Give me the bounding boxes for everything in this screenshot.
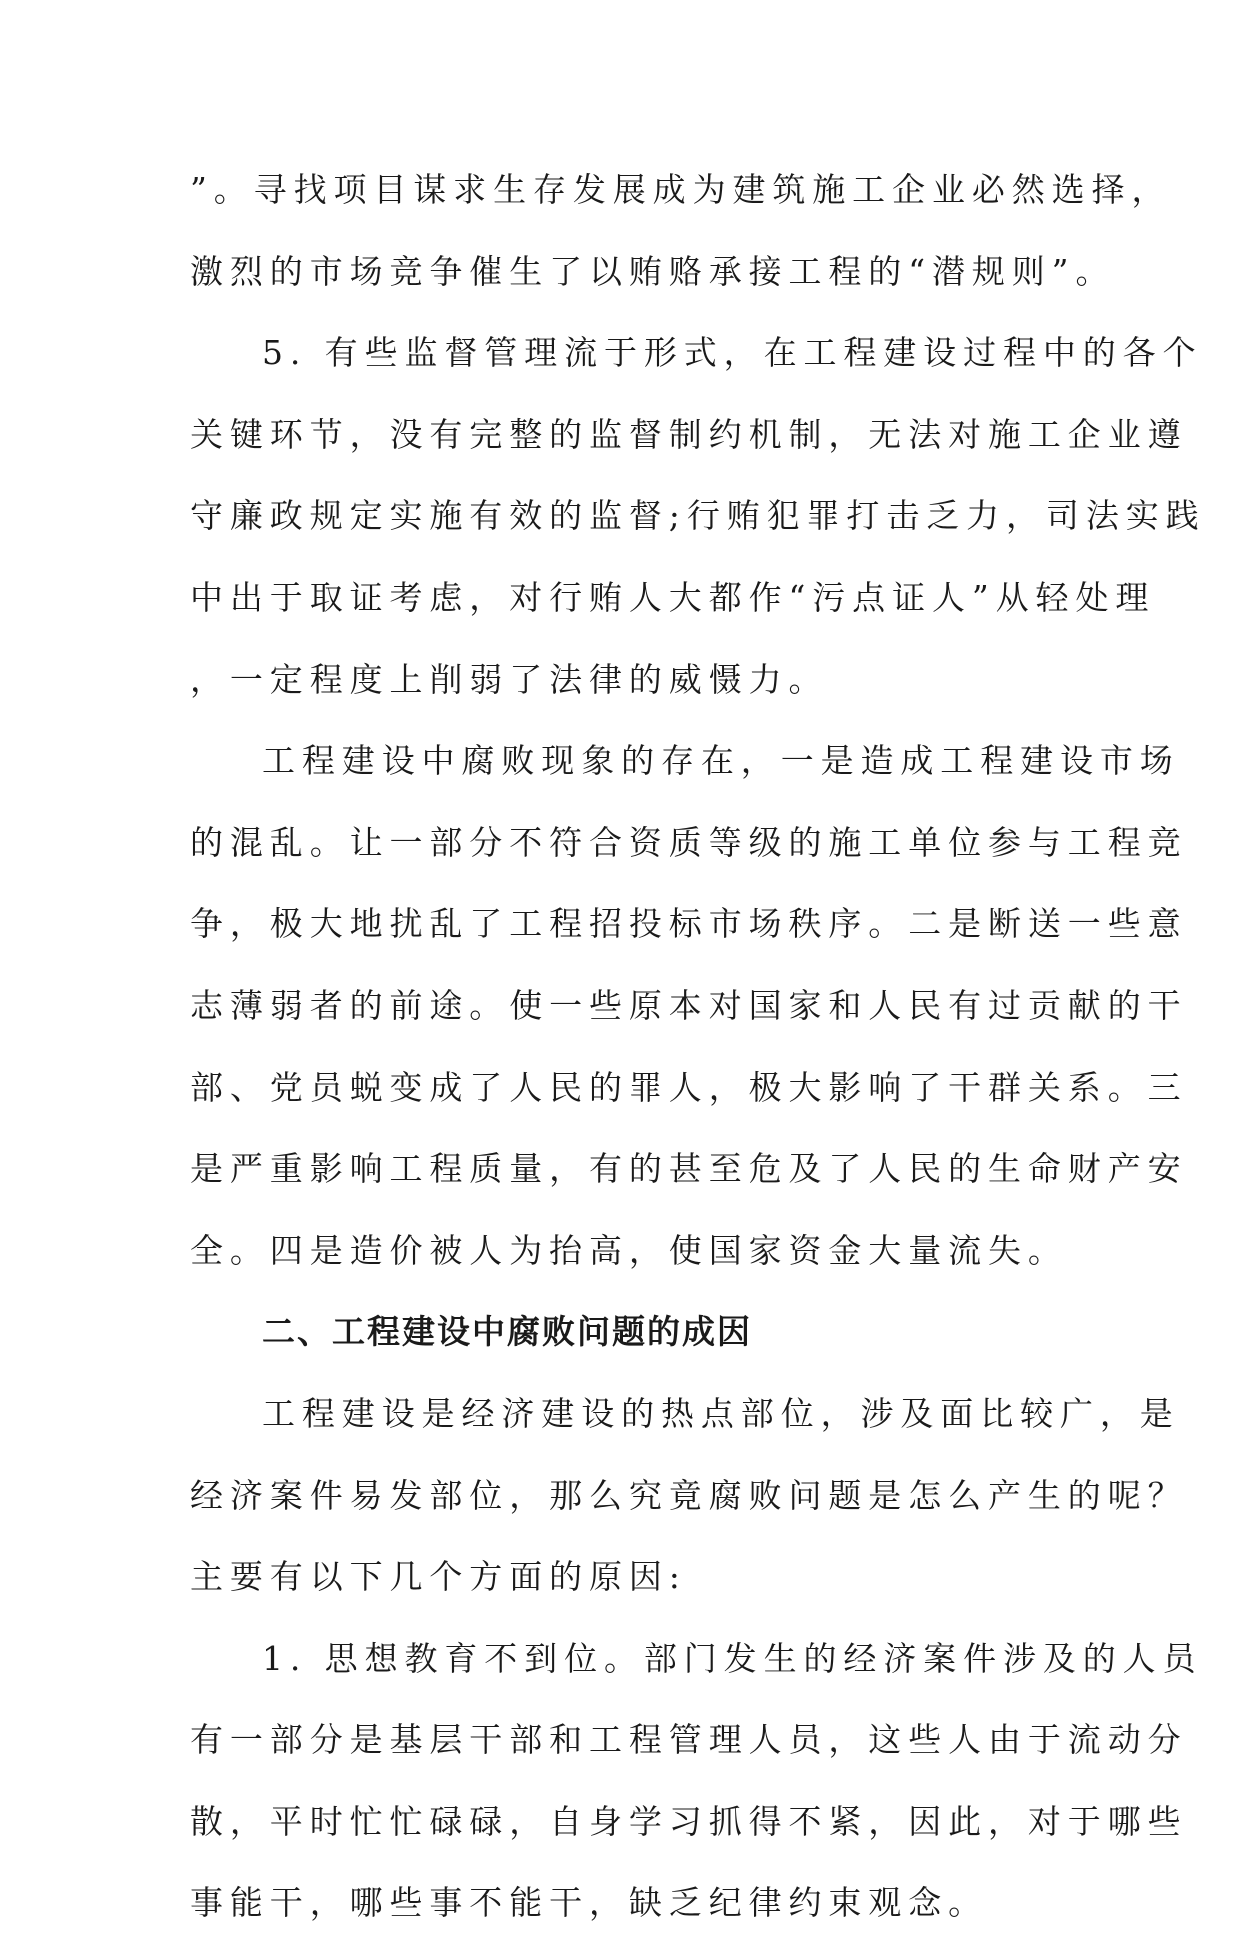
- text-line: 是严重影响工程质量，有的甚至危及了人民的生命财产安: [190, 1149, 1188, 1189]
- section-heading: 二、工程建设中腐败问题的成因: [262, 1312, 752, 1352]
- body-text: [190, 160, 1206, 1955]
- text-line: 1. 思想教育不到位。部门发生的经济案件涉及的人员: [262, 1638, 1203, 1678]
- text-line: 争，极大地扰乱了工程招投标市场秩序。二是断送一些意: [190, 904, 1188, 944]
- text-line: 工程建设中腐败现象的存在，一是造成工程建设市场: [262, 741, 1180, 781]
- text-line: ”。寻找项目谋求生存发展成为建筑施工企业必然选择，: [190, 170, 1172, 209]
- text-line: 关键环节，没有完整的监督制约机制，无法对施工企业遵: [190, 414, 1188, 454]
- text-line: 中出于取证考虑，对行贿人大都作“污点证人”从轻处理: [190, 577, 1156, 617]
- text-line: 工程建设是经济建设的热点部位，涉及面比较广，是: [262, 1393, 1180, 1433]
- text-line: ，一定程度上削弱了法律的威慑力。: [190, 659, 829, 699]
- text-line: 志薄弱者的前途。使一些原本对国家和人民有过贡献的干: [190, 985, 1188, 1025]
- text-line: 有一部分是基层干部和工程管理人员，这些人由于流动分: [190, 1720, 1188, 1760]
- text-line: 经济案件易发部位，那么究竟腐败问题是怎么产生的呢？: [190, 1475, 1188, 1515]
- text-line: 主要有以下几个方面的原因:: [190, 1557, 687, 1597]
- text-line: 部、党员蜕变成了人民的罪人，极大影响了干群关系。三: [190, 1067, 1188, 1107]
- text-line: 的混乱。让一部分不符合资质等级的施工单位参与工程竞: [190, 822, 1188, 862]
- text-line: 5. 有些监督管理流于形式，在工程建设过程中的各个: [262, 333, 1203, 373]
- text-line: 散，平时忙忙碌碌，自身学习抓得不紧，因此，对于哪些: [190, 1801, 1188, 1841]
- text-line: 守廉政规定实施有效的监督;行贿犯罪打击乏力，司法实践: [190, 496, 1206, 536]
- text-line: 事能干，哪些事不能干，缺乏纪律约束观念。: [190, 1883, 988, 1923]
- text-line: 全。四是造价被人为抬高，使国家资金大量流失。: [190, 1230, 1068, 1270]
- text-line: 激烈的市场竞争催生了以贿赂承接工程的“潜规则”。: [190, 251, 1116, 291]
